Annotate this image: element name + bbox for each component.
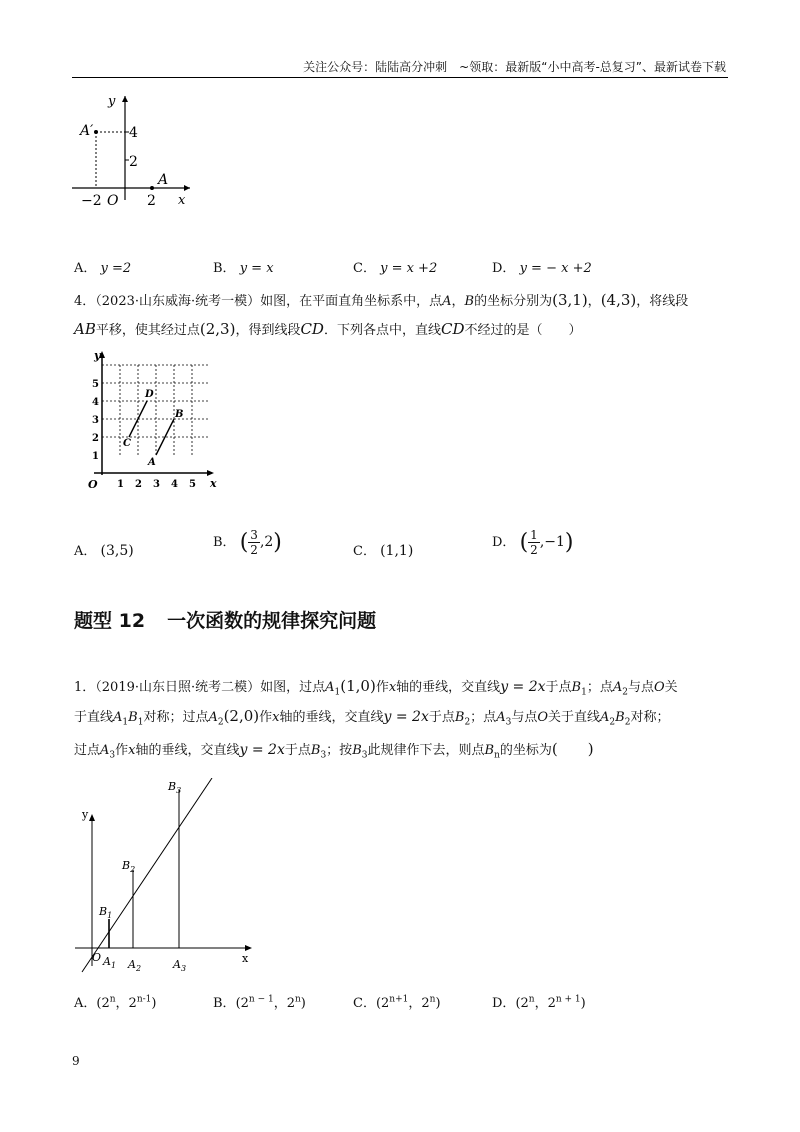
option-letter: B． (213, 996, 236, 1011)
label-x: x (242, 952, 249, 965)
subscript: 3 (109, 750, 116, 761)
option-letter: D． (492, 261, 516, 276)
text: ，2 (273, 996, 295, 1011)
x-tick-labels (117, 479, 196, 490)
answer-blank: ( ) (551, 740, 594, 758)
subscript: 1 (334, 687, 341, 698)
label-y: y (108, 94, 116, 109)
equation: y = 2x (500, 679, 546, 695)
figure-line-sequence (70, 778, 260, 978)
q3-option-b[interactable] (213, 257, 274, 276)
point: A (612, 680, 623, 695)
text: 轴的垂线，交直线 (135, 743, 240, 758)
text: 对称； (630, 710, 670, 725)
text: ．下列各点中，直线 (323, 323, 441, 338)
text: 对称；过点 (143, 710, 209, 725)
point: O (654, 680, 665, 695)
figure-grid-segments (72, 345, 222, 495)
option-letter: C． (353, 996, 376, 1011)
point: B (352, 743, 362, 758)
x-axis-arrow (245, 945, 252, 951)
equation: y = 2x (383, 709, 429, 725)
point: B (484, 743, 495, 758)
label-2: 2 (129, 154, 138, 170)
fraction (528, 528, 540, 557)
subscript: 2 (464, 717, 471, 728)
text: 作 (259, 710, 273, 725)
x-axis-arrow (184, 185, 190, 191)
text: ) (300, 996, 306, 1011)
section-label: 题型 12 (74, 610, 146, 632)
paren: ( (239, 530, 249, 555)
label-origin: O (92, 951, 102, 964)
option-expr: y = x (239, 261, 274, 276)
text: ，2 (408, 996, 430, 1011)
var: x (388, 680, 397, 695)
text: ，2 (115, 996, 137, 1011)
text: ， (451, 294, 465, 309)
denominator: 2 (530, 543, 538, 557)
q5-option-d[interactable] (492, 992, 586, 1011)
text: ， (587, 294, 601, 309)
text: ；点 (470, 710, 497, 725)
label-4: 4 (129, 125, 138, 141)
q4-option-b[interactable] (213, 528, 282, 557)
point: A (100, 743, 110, 758)
label-b3: $B_3$ (168, 780, 182, 795)
text: ，2 (534, 996, 556, 1011)
label-y: y (94, 349, 101, 362)
point-a: A (442, 294, 452, 309)
svg-text:2: 2 (135, 479, 142, 490)
text: ) (435, 996, 441, 1011)
option-letter: C． (353, 544, 376, 559)
option-expr: y = x +2 (380, 261, 438, 276)
option-letter: D． (492, 996, 516, 1011)
subscript: 2 (217, 717, 224, 728)
segment-cd: CD (440, 320, 465, 338)
label-origin: O (107, 193, 119, 209)
text: 于直线 (74, 710, 114, 725)
label-a3: $A_3$ (173, 958, 187, 973)
point: A (208, 710, 218, 725)
y-axis-arrow (89, 814, 95, 821)
coord-p: (2,3) (199, 320, 236, 338)
label-c: C (123, 438, 131, 449)
svg-text:3: 3 (153, 479, 160, 490)
text: ，将线段 (636, 294, 689, 309)
point: B (615, 710, 625, 725)
text: 平移，使其经过点 (95, 323, 200, 338)
text: 不经过的是（ ） (464, 323, 582, 338)
point: O (537, 710, 548, 725)
y-axis-arrow (122, 96, 128, 102)
paren: ) (564, 530, 574, 555)
label-b1: $B_1$ (99, 905, 113, 920)
q4-option-c[interactable] (353, 540, 413, 559)
coord: (2,0) (223, 707, 260, 725)
label-d: D (145, 389, 154, 400)
superscript: n (429, 994, 436, 1005)
text: 与点 (511, 710, 538, 725)
svg-text:4: 4 (92, 397, 99, 408)
option-rest: ,−1 (539, 534, 565, 550)
text: ) (151, 996, 157, 1011)
text: 关于直线 (548, 710, 601, 725)
option-expr: y =2 (100, 261, 132, 276)
text: 于点 (428, 710, 455, 725)
subscript: 3 (320, 750, 327, 761)
option-letter: B． (213, 535, 236, 550)
point-a (150, 186, 154, 190)
option-value: (1,1) (380, 543, 414, 559)
option-letter: B． (213, 261, 236, 276)
option-value: (3,5) (100, 543, 134, 559)
superscript: n − 1 (248, 994, 274, 1005)
svg-text:3: 3 (92, 415, 99, 426)
page-number: 9 (72, 1054, 80, 1068)
point: B (571, 680, 582, 695)
section-title: 一次函数的规律探究问题 (167, 610, 377, 632)
superscript: n (528, 994, 535, 1005)
subscript: 1 (122, 717, 129, 728)
subscript: n (494, 750, 500, 761)
q5-line-3 (74, 738, 594, 761)
segment-cd: CD (300, 320, 324, 338)
var: x (272, 710, 280, 725)
y-tick-labels (92, 379, 99, 462)
text: 4．（2023·山东威海·统考一模）如图，在平面直角坐标系中，点 (74, 294, 443, 309)
q5-line-2 (74, 706, 669, 728)
q4-line-2 (74, 319, 582, 338)
var: x (128, 743, 136, 758)
label-y: y (82, 808, 89, 821)
subscript: 3 (361, 750, 368, 761)
fraction (248, 528, 260, 557)
numerator: 3 (250, 528, 258, 542)
option-rest: ,2 (259, 534, 274, 550)
label-x2: 2 (147, 193, 156, 209)
label-origin: O (88, 478, 98, 491)
equation: y = 2x (239, 742, 285, 758)
text: 关 (664, 680, 678, 695)
subscript: 3 (505, 717, 512, 728)
text: 的坐标为 (499, 743, 552, 758)
point: A (600, 710, 610, 725)
header-rule (72, 77, 728, 78)
text: 轴的垂线，交直线 (279, 710, 384, 725)
label-b: B (175, 409, 184, 420)
q5-line-1 (74, 676, 678, 698)
option-expr: y = − x +2 (519, 261, 592, 276)
q3-option-c[interactable] (353, 257, 437, 276)
label-a1: $A_1$ (103, 955, 117, 970)
svg-text:5: 5 (189, 479, 196, 490)
subscript: 2 (609, 717, 616, 728)
text: 1．（2019·山东日照·统考二模）如图，过点 (74, 680, 326, 695)
point: B (128, 710, 138, 725)
paren: ( (519, 530, 529, 555)
q5-option-b[interactable] (213, 992, 306, 1011)
label-a: A (148, 457, 156, 468)
svg-text:1: 1 (117, 479, 124, 490)
text: 于点 (284, 743, 311, 758)
text: 轴的垂线，交直线 (396, 680, 501, 695)
point: A (496, 710, 506, 725)
text: 与点 (627, 680, 654, 695)
text: ，得到线段 (235, 323, 301, 338)
text: (2 (515, 996, 529, 1011)
subscript: 2 (622, 687, 628, 698)
denominator: 2 (250, 543, 258, 557)
q4-option-a[interactable] (74, 540, 134, 559)
option-letter: D． (492, 535, 516, 550)
text: 的坐标分别为 (474, 294, 553, 309)
label-b2: $B_2$ (122, 859, 136, 874)
q3-option-a[interactable] (74, 257, 131, 276)
point: B (310, 743, 321, 758)
coord-a: (3,1) (552, 291, 588, 309)
q4-line-1 (74, 290, 688, 309)
segment-ab: AB (74, 320, 96, 338)
x-axis-arrow (207, 470, 214, 476)
superscript: n (294, 994, 301, 1005)
label-neg2: −2 (81, 193, 102, 209)
label-a-prime: A′ (80, 123, 94, 139)
superscript: n-1 (136, 994, 152, 1005)
point: A (113, 710, 123, 725)
text: 于点 (545, 680, 572, 695)
label-a: A (158, 172, 169, 188)
svg-text:4: 4 (171, 479, 178, 490)
point-a-prime (94, 130, 98, 134)
figure-point-reflection (60, 88, 200, 213)
text: (2 (96, 996, 110, 1011)
grid-lines (102, 365, 210, 455)
page-header: 关注公众号：陆陆高分冲刺 ~领取：最新版“小中高考-总复习”、最新试卷下载 (303, 60, 726, 74)
superscript: n + 1 (555, 994, 581, 1005)
label-x: x (178, 193, 186, 208)
subscript: 1 (581, 687, 587, 698)
label-a2: $A_2$ (128, 958, 142, 973)
numerator: 1 (530, 528, 538, 542)
option-letter: A． (74, 544, 97, 559)
text: 此规律作下去，则点 (367, 743, 485, 758)
svg-text:2: 2 (92, 433, 99, 444)
text: (2 (235, 996, 249, 1011)
text: ；点 (586, 680, 613, 695)
svg-text:5: 5 (92, 379, 99, 390)
text: 过点 (74, 743, 101, 758)
subscript: 1 (137, 717, 144, 728)
svg-text:1: 1 (92, 451, 99, 462)
text: (2 (375, 996, 390, 1011)
option-letter: C． (353, 261, 376, 276)
text: ) (580, 996, 586, 1011)
q5-option-c[interactable] (353, 992, 441, 1011)
section-heading (74, 606, 376, 633)
text: 作 (375, 680, 389, 695)
text: ；按 (326, 743, 353, 758)
text: 作 (115, 743, 129, 758)
point-b: B (464, 294, 475, 309)
line-y-2x (82, 778, 212, 972)
superscript: n (109, 994, 116, 1005)
q4-option-d[interactable] (492, 528, 574, 557)
q3-option-d[interactable] (492, 257, 592, 276)
option-letter: A． (74, 996, 97, 1011)
q5-option-a[interactable] (74, 992, 156, 1011)
subscript: 2 (624, 717, 631, 728)
point: B (454, 710, 465, 725)
option-letter: A． (74, 261, 97, 276)
superscript: n+1 (389, 994, 409, 1005)
label-x: x (210, 477, 217, 490)
coord: (1,0) (340, 677, 376, 695)
coord-b: (4,3) (600, 291, 637, 309)
point: A (325, 680, 335, 695)
paren: ) (273, 530, 282, 555)
